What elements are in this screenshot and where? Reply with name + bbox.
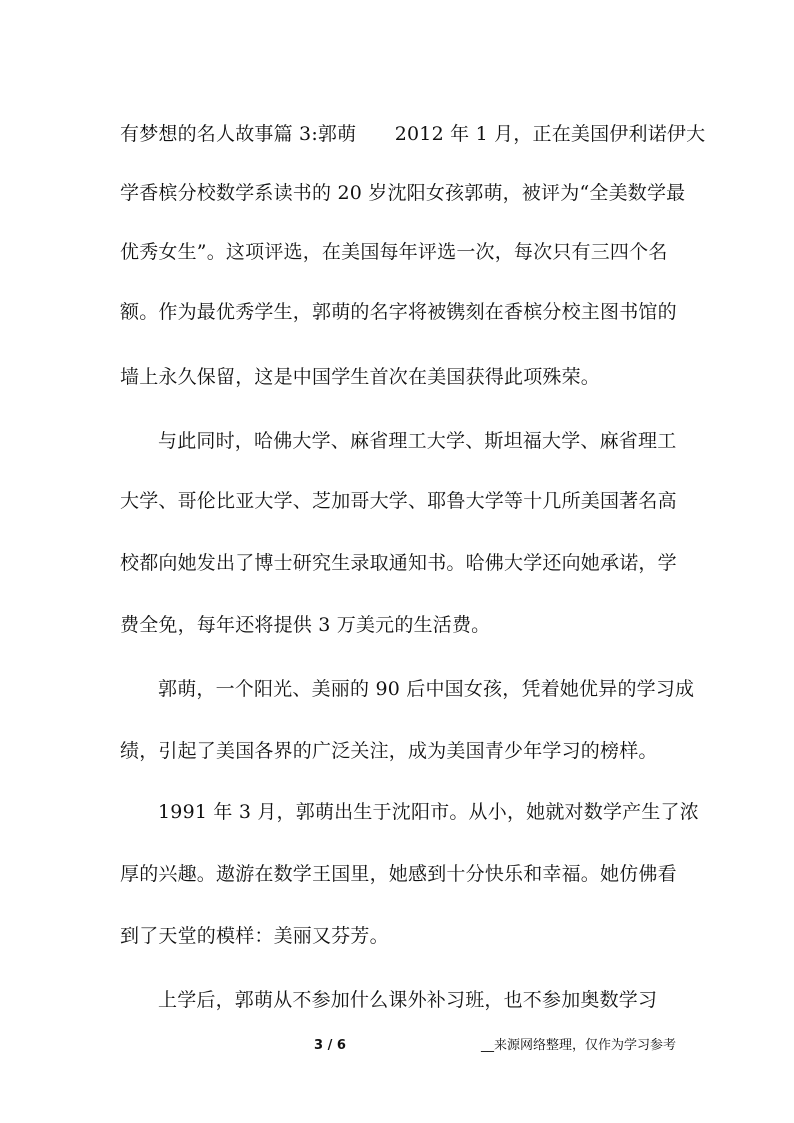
text-line: 郭萌，一个阳光、美丽的 90 后中国女孩，凭着她优异的学习成 [158, 678, 695, 700]
text-line: 上学后，郭萌从不参加什么课外补习班，也不参加奥数学习 [158, 989, 658, 1011]
text-line: 绩，引起了美国各界的广泛关注，成为美国青少年学习的榜样。 [120, 740, 658, 762]
text-line: 学香槟分校数学系读书的 20 岁沈阳女孩郭萌，被评为“全美数学最 [120, 182, 686, 204]
text-line: 有梦想的名人故事篇 3:郭萌 2012 年 1 月，正在美国伊利诺伊大 [120, 123, 706, 145]
text-line: 与此同时，哈佛大学、麻省理工大学、斯坦福大学、麻省理工 [158, 430, 677, 452]
text-line: 费全免，每年还将提供 3 万美元的生活费。 [120, 614, 491, 636]
text-line: 1991 年 3 月，郭萌出生于沈阳市。从小，她就对数学产生了浓 [158, 801, 699, 823]
text-line: 校都向她发出了博士研究生录取通知书。哈佛大学还向她承诺，学 [120, 552, 677, 574]
page-number: 3 / 6 [314, 1038, 346, 1053]
text-line: 墙上永久保留，这是中国学生首次在美国获得此项殊荣。 [120, 366, 601, 388]
source-note: __来源网络整理，仅作为学习参考 [481, 1038, 677, 1053]
text-line: 到了天堂的模样：美丽又芬芳。 [120, 925, 389, 947]
text-line: 优秀女生”。这项评选，在美国每年评选一次，每次只有三四个名 [120, 241, 668, 263]
text-line: 额。作为最优秀学生，郭萌的名字将被镌刻在香槟分校主图书馆的 [120, 301, 677, 323]
text-line: 大学、哥伦比亚大学、芝加哥大学、耶鲁大学等十几所美国著名高 [120, 490, 677, 512]
text-line: 厚的兴趣。遨游在数学王国里，她感到十分快乐和幸福。她仿佛看 [120, 863, 677, 885]
